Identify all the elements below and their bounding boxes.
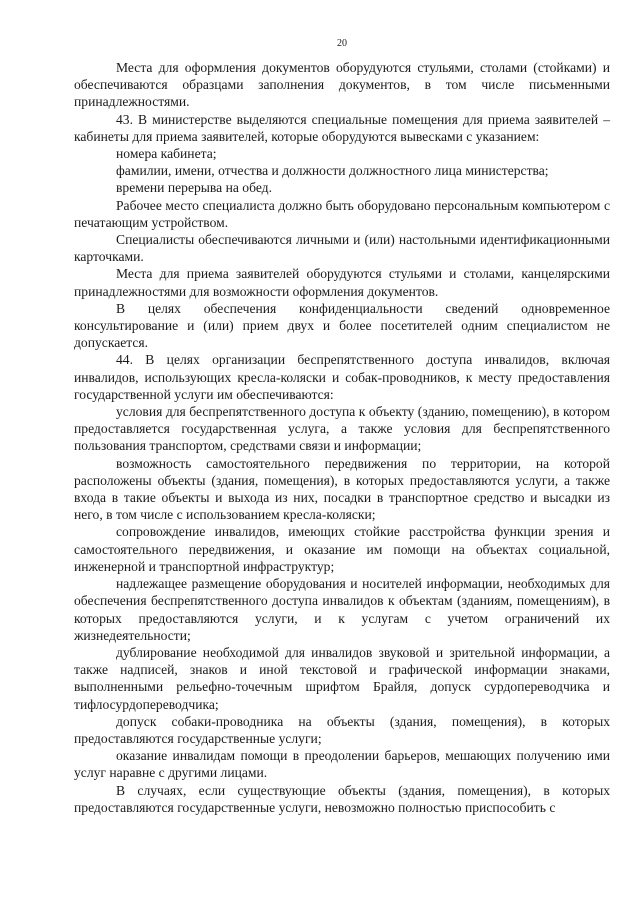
- page-number: 20: [337, 38, 347, 49]
- list-item-independent-movement: возможность самостоятельного передвижения по территории, на которой расположены объекты (здания, помещения), в которых предоставляются услуги, а также входа в такие объекты и выхода из них, посадки в транспортное средство и высадки из него, в том числе с использованием кресла-коляски;: [74, 455, 610, 523]
- document-page: [74, 38, 610, 816]
- list-item-lunch-break: времени перерыва на обед.: [116, 180, 272, 196]
- list-item-barrier-assistance: оказание инвалидам помощи в преодолении барьеров, мешающих получению ими услуг наравне с другими лицами.: [74, 748, 610, 781]
- list-item-access-conditions: условия для беспрепятственного доступа к объекту (зданию, помещению), в котором предоставляется государственная услуга, а также условия для беспрепятственного пользования транспортом, средствами связи и информации;: [74, 404, 610, 454]
- paragraph-specialist-workplace: Рабочее место специалиста должно быть оборудовано персональным компьютером с печатающим устройством.: [74, 197, 610, 230]
- paragraph-confidentiality: В целях обеспечения конфиденциальности сведений одновременное консультирование и (или) прием двух и более посетителей одним специалистом не допускается.: [74, 300, 610, 351]
- paragraph-existing-objects: В случаях, если существующие объекты (здания, помещения), в которых предоставляются государственные услуги, невозможно полностью приспособить с: [74, 782, 610, 815]
- paragraph-reception-furniture: Места для приема заявителей оборудуются стульями и столами, канцелярскими принадлежностями для возможности оформления документов.: [74, 266, 610, 299]
- list-item-information-duplication: дублирование необходимой для инвалидов звуковой и зрительной информации, а также надписей, знаков и иной текстовой и графической информации знаками, выполненными рельефно-точечным шрифтом Брайля, допуск сурдопереводчика и тифлосурдопереводчика;: [74, 644, 610, 712]
- paragraph-43-reception-rooms: 43. В министерстве выделяются специальные помещения для приема заявителей – кабинеты для приема заявителей, которые оборудуются вывесками с указанием:: [74, 111, 610, 144]
- list-item-guide-dog: допуск собаки-проводника на объекты (здания, помещения), в которых предоставляются государственные услуги;: [74, 713, 610, 746]
- list-item-official-name: фамилии, имени, отчества и должности должностного лица министерства;: [116, 163, 549, 179]
- paragraph-specialist-cards: Специалисты обеспечиваются личными и (или) настольными идентификационными карточками.: [74, 232, 610, 265]
- list-item-escort: сопровождение инвалидов, имеющих стойкие расстройства функции зрения и самостоятельного передвижения, и оказание им помощи на объектах социальной, инженерной и транспортной инфраструктур;: [74, 524, 610, 574]
- list-item-room-number: номера кабинета;: [116, 146, 217, 162]
- list-item-equipment-placement: надлежащее размещение оборудования и носителей информации, необходимых для обеспечения беспрепятственного доступа инвалидов к объектам (зданиям, помещениям), в которых предоставляются услуги, и к услугам с учетом ограничений их жизнедеятельности;: [74, 576, 610, 643]
- paragraph-44-accessibility: 44. В целях организации беспрепятственного доступа инвалидов, включая инвалидов, использующих кресла-коляски и собак-проводников, к месту предоставления государственной услуги им обеспечиваются:: [74, 352, 610, 402]
- paragraph-workplace-documents: Места для оформления документов оборудуются стульями, столами (стойками) и обеспечиваются образцами заполнения документов, в том числе письменными принадлежностями.: [74, 60, 610, 110]
